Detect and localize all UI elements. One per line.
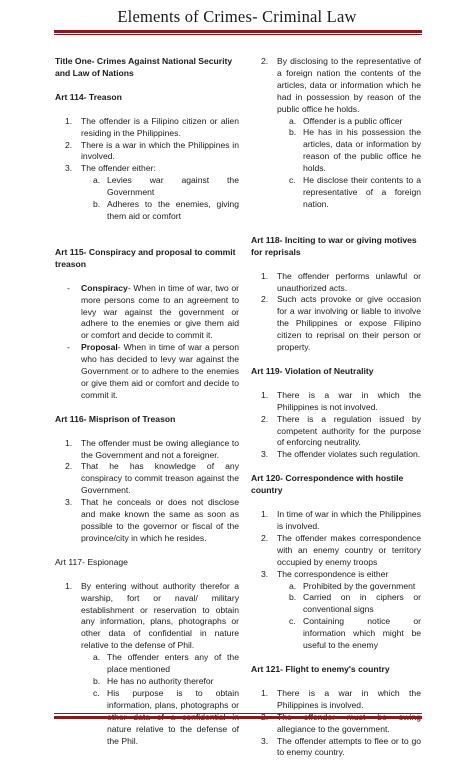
footer-rule xyxy=(54,716,422,719)
art115-list xyxy=(55,283,239,402)
list-item: 1. In time of war in which the Philippines is involved. xyxy=(261,509,421,531)
list-item: a. Prohibited by the government xyxy=(289,580,416,591)
art118-heading: Art 118- Inciting to war or giving motives for reprisals xyxy=(251,234,417,257)
list-item: b. Carried on in ciphers or conventional signs xyxy=(289,592,421,615)
art120-list xyxy=(251,509,421,652)
list-item: c. He disclose their contents to a representative of a foreign nation. xyxy=(289,175,421,209)
art117-cont-sublist xyxy=(277,116,421,211)
header-rule xyxy=(54,30,422,33)
list-item: 2. There is a war in which the Philippines in involved. xyxy=(65,139,239,162)
art116-heading: Art 116- Misprison of Treason xyxy=(55,413,176,424)
art121-list xyxy=(251,688,421,759)
list-item: 1. There is a war in which the Philippines is involved. xyxy=(261,687,421,710)
list-item: 1. The offender is a Filipino citizen or alien residing in the Philippines. xyxy=(65,115,239,138)
list-item: allegiance to the government. xyxy=(277,723,390,734)
list-item: b. Adheres to the enemies, giving them aid or comfort xyxy=(93,199,239,221)
list-item: 2. That he has knowledge of any conspiracy to commit treason against the Government. xyxy=(65,461,239,496)
list-item: 3. The offender either: a. Levies war against the Government b. Adheres to the enemies, giving them aid or comfort xyxy=(65,163,239,221)
art118-list xyxy=(251,271,421,354)
art119-heading: Art 119- Violation of Neutrality xyxy=(251,365,374,376)
list-item: - Conspiracy- When in time of war, two or more persons come to an agreement to levy war against the government or adhere to the enemies or give them aid or comfort and decide to commit it. xyxy=(67,282,239,341)
list-item: - Proposal- When in time of war a person who has decided to levy war against the Government or to adhere to the enemies or give them aid or comfort and decide to commit it. xyxy=(67,342,239,400)
page-title: Elements of Crimes- Criminal Law xyxy=(117,7,357,26)
list-item: 3. The offender attempts to flee or to go to enemy country. xyxy=(261,735,421,758)
art121-heading: Art 121- Flight to enemy's country xyxy=(251,663,390,674)
list-item: 3. That he conceals or does not disclose and make known the same as soon as possible to the governor or fiscal of the province/city in which he resides. xyxy=(65,497,239,543)
list-item: 2. There is a regulation issued by competent authority for the purpose of enforcing neutrality. xyxy=(261,413,421,448)
art120-sublist xyxy=(277,581,421,652)
right-column xyxy=(251,56,421,759)
art117-list xyxy=(55,581,239,748)
list-item: 2. Such acts provoke or give occasion for a war involving or liable to involve the Philippines or expose Filipino citizen to reprisal on their person or property. xyxy=(261,294,421,353)
list-item: c. Containing notice or information which might be useful to the enemy xyxy=(289,616,421,651)
list-item: 1. The offender performs unlawful or unauthorized acts. xyxy=(261,270,421,293)
art117-heading: Art 117- Espionage xyxy=(55,556,128,567)
list-item: c. His purpose is to obtain information, plans, photographs or nature relative to the defense of the Phil. xyxy=(93,687,239,746)
art119-list xyxy=(251,390,421,461)
list-item: b. He has no authority therefor xyxy=(93,675,214,686)
list-item: a. Levies war against the Government xyxy=(93,175,239,198)
list-item: 1. By entering without authority therefor a warship, fort or naval/ military establishment or reservation to obtain any information, plans, photographs or other data of confidential in nature relative to the defense of Phil. a. The offender enters any of the place mentioned b. He has no authority therefor c. His purpose is to obtain information, plans, photographs or nature relative to the defense of the Phil. xyxy=(65,580,239,746)
list-item: 2. The offender makes correspondence with an enemy country or territory occupied by enemy troops xyxy=(261,532,421,567)
list-item: 2. By disclosing to the representative of a foreign nation the contents of the articles, data or information which he had in possession by reason of the public office he holds. a. Offender is a public officer b. He has in his possession the articles, data or information by reason of the public office he holds. c. He disclose their contents to a representative of a foreign nation. xyxy=(261,56,421,209)
list-item: 3. The correspondence is either a. Prohibited by the government b. Carried on in ciphers or conventional signs c. Containing notice or information which might be useful to the enemy xyxy=(261,568,421,651)
art117-cont-list xyxy=(251,56,421,211)
art115-heading: Art 115- Conspiracy and proposal to commit treason xyxy=(55,246,236,269)
art114-heading: Art 114- Treason xyxy=(55,91,122,102)
left-column xyxy=(55,56,239,747)
list-item: a. The offender enters any of the place mentioned xyxy=(93,652,239,675)
art117-sublist xyxy=(81,652,239,747)
list-item: a. Offender is a public officer xyxy=(289,115,403,126)
list-item: 3. The offender violates such regulation. xyxy=(261,449,421,460)
list-item: 1. There is a war in which the Philippines is not involved. xyxy=(261,389,421,412)
art114-sublist xyxy=(81,175,239,223)
art116-list xyxy=(55,438,239,545)
list-item: b. He has in his possession the articles, data or information by reason of the public office he holds. xyxy=(289,127,421,174)
list-item: 1. The offender must be owing allegiance to the Government and not a foreigner. xyxy=(65,437,239,460)
art114-list xyxy=(55,116,239,223)
title-one-heading: Title One- Crimes Against National Security and Law of Nations xyxy=(55,56,233,78)
art120-heading: Art 120- Correspondence with hostile country xyxy=(251,473,404,496)
